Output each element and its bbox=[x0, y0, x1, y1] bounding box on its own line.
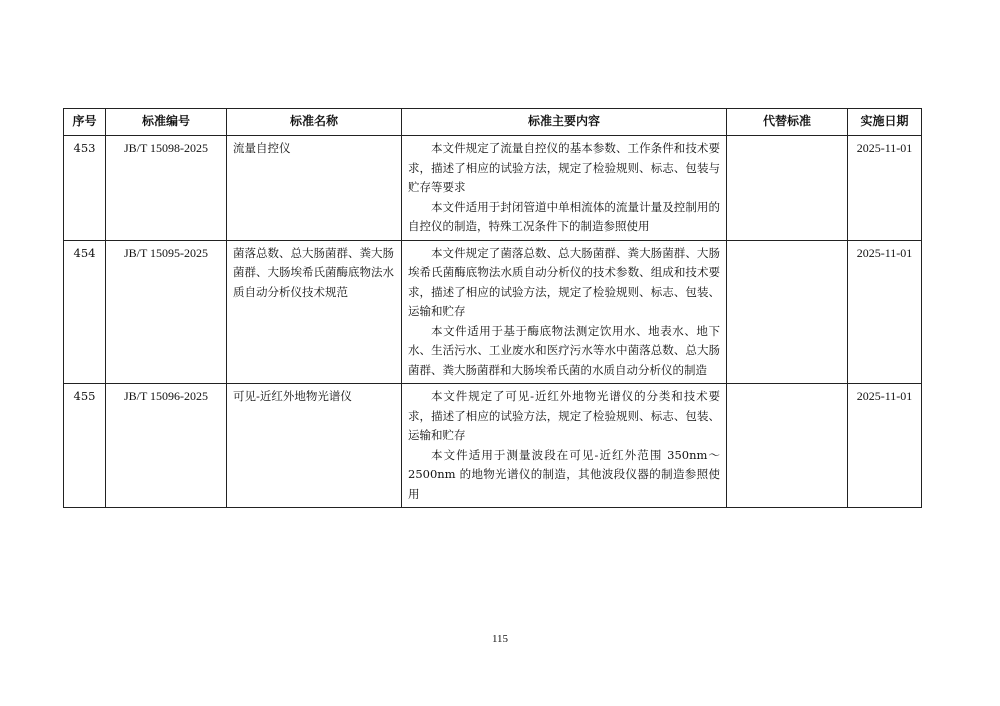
row-standard-name: 可见-近红外地物光谱仪 bbox=[227, 384, 402, 508]
row-standard-name: 流量自控仪 bbox=[227, 136, 402, 241]
header-main-content: 标准主要内容 bbox=[402, 109, 727, 136]
row-standard-code: JB/T 15095-2025 bbox=[106, 240, 227, 384]
content-paragraph: 本文件适用于基于酶底物法测定饮用水、地表水、地下水、生活污水、工业废水和医疗污水等水中菌落总数、总大肠菌群、粪大肠菌群和大肠埃希氏菌的水质自动分析仪的制造 bbox=[408, 323, 720, 377]
content-paragraph: 本文件规定了菌落总数、总大肠菌群、粪大肠菌群、大肠埃希氏菌酶底物法水质自动分析仪的技术参数、组成和技术要求，描述了相应的试验方法，规定了检验规则、标志、包装、运输和贮存 bbox=[408, 245, 720, 318]
header-implementation-date: 实施日期 bbox=[848, 109, 922, 136]
row-serial: 455 bbox=[64, 384, 106, 508]
table-row bbox=[64, 136, 922, 241]
row-standard-code: JB/T 15096-2025 bbox=[106, 384, 227, 508]
content-paragraph: 本文件规定了可见-近红外地物光谱仪的分类和技术要求，描述了相应的试验方法，规定了检验规则、标志、包装、运输和贮存 bbox=[408, 389, 720, 442]
row-standard-name: 菌落总数、总大肠菌群、粪大肠菌群、大肠埃希氏菌酶底物法水质自动分析仪技术规范 bbox=[227, 240, 402, 384]
row-serial: 454 bbox=[64, 240, 106, 384]
row-implementation-date: 2025-11-01 bbox=[848, 384, 922, 508]
content-paragraph: 本文件适用于封闭管道中单相流体的流量计量及控制用的自控仪的制造，特殊工况条件下的制造参照使用 bbox=[408, 199, 720, 233]
row-standard-code: JB/T 15098-2025 bbox=[106, 136, 227, 241]
header-serial: 序号 bbox=[64, 109, 106, 136]
content-paragraph: 本文件适用于测量波段在可见-近红外范围 350nm～2500nm 的地物光谱仪的制造，其他波段仪器的制造参照使用 bbox=[408, 447, 720, 501]
standards-table bbox=[63, 108, 922, 508]
row-serial: 453 bbox=[64, 136, 106, 241]
row-main-content bbox=[402, 136, 727, 241]
row-implementation-date: 2025-11-01 bbox=[848, 240, 922, 384]
content-paragraph: 本文件规定了流量自控仪的基本参数、工作条件和技术要求，描述了相应的试验方法，规定了检验规则、标志、包装与贮存等要求 bbox=[408, 141, 720, 194]
header-replaces: 代替标准 bbox=[727, 109, 848, 136]
row-implementation-date: 2025-11-01 bbox=[848, 136, 922, 241]
row-replaces bbox=[727, 240, 848, 384]
page-number: 115 bbox=[491, 633, 509, 645]
table-row bbox=[64, 384, 922, 508]
row-replaces bbox=[727, 136, 848, 241]
header-standard-name: 标准名称 bbox=[227, 109, 402, 136]
table-row bbox=[64, 240, 922, 384]
row-replaces bbox=[727, 384, 848, 508]
table-header-row bbox=[64, 109, 922, 136]
row-main-content bbox=[402, 384, 727, 508]
row-main-content bbox=[402, 240, 727, 384]
header-standard-code: 标准编号 bbox=[106, 109, 227, 136]
